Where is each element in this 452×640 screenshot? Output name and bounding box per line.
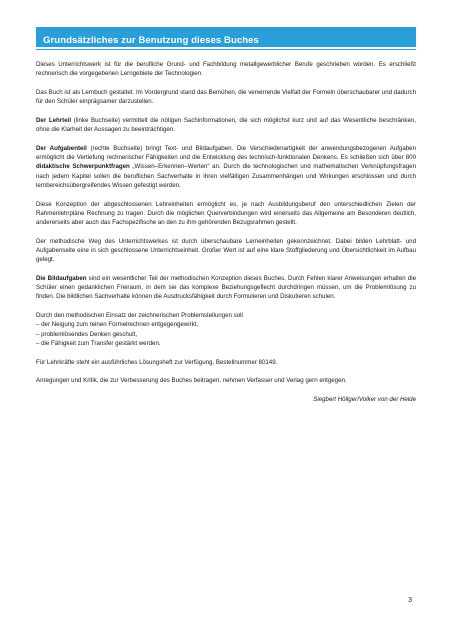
list-item: – der Neigung zum reinen Formelrechnen entgegengewirkt, [36, 321, 199, 329]
paragraph-lehrteil [36, 116, 416, 134]
authors-signature: Siegbert Höllger/Volker von der Heide [313, 396, 416, 404]
aufgabenteil-text: (rechte Buchseite) bringt Text- und Bildaufgaben. Die Verschiedenartigkeit der anwendungsbezogenen Aufgaben ermöglicht die Vertiefung rechnerischer Fähigkeiten und die Entwicklung des technisch-funktionalen Denkens. Es schließen sich über 800 [36, 145, 416, 162]
ziele-intro: Durch den methodischen Einsatz der zeichnerischen Problemstellungen soll [36, 312, 243, 320]
lehrteil-text: (linke Buchseite) vermittelt die nötigen Sachinformationen, die sich möglichst kurz und auf das Wesentliche beschränken, ohne die Klarheit der Aussagen zu beeinträchtigen. [36, 117, 416, 134]
paragraph-loesungsheft: Für Lehrkräfte steht ein ausführliches Lösungsheft zur Verfügung, Bestellnummer 80149. [36, 358, 278, 366]
page-number: 3 [408, 597, 412, 604]
list-item: – die Fähigkeit zum Transfer gestärkt werden. [36, 339, 161, 347]
term-aufgabenteil: Der Aufgabenteil [36, 145, 87, 152]
paragraph-intro: Dieses Unterrichtswerk ist für die berufliche Grund- und Fachbildung metallgewerblicher Berufe geschrieben worden. Es erschließt rechnerisch die vorgegebenen Lerngebiete der Technologien. [36, 61, 416, 78]
term-bildaufgaben: Die Bildaufgaben [36, 275, 87, 283]
paragraph-aufgabenteil [36, 144, 416, 190]
title-underline [36, 49, 416, 50]
body-text [36, 60, 416, 414]
paragraph-anregungen: Anregungen und Kritik, die zur Verbesserung des Buches beitragen, nehmen Verfasser und Verlag gern entgegen. [36, 377, 347, 385]
term-schwerpunktfragen: didaktische Schwerpunktfragen [36, 163, 130, 171]
paragraph-bildaufgaben [36, 274, 416, 302]
paragraph-ziele [36, 311, 416, 320]
term-lehrteil: Der Lehrteil [36, 117, 72, 124]
paragraph-lernbuch: Das Buch ist als Lernbuch gestaltet. Im Vordergrund stand das Bemühen, die verwirrende Vielfalt der Formeln überschaubarer und dadurch für den Schüler einprägsamer darzustellen. [36, 89, 416, 106]
paragraph-konzeption: Diese Konzeption der abgeschlossenen Lehreinheiten ermöglicht es, je nach Ausbildungsberuf den unterschiedlichen Zielen der Rahmenlehrpläne Rechnung zu tragen. Durch die möglichen Querverbindungen wird einerseits das Allgemeine am Besonderen deutlich, andererseits aber auch das Fachspezifische an den zu ihm gehörenden Bezugsrahmen gestellt. [36, 200, 416, 227]
paragraph-methodik: Der methodische Weg des Unterrichtswerkes ist durch überschaubare Lerneinheiten gekennzeichnet. Dabei bilden Lehrblatt- und Aufgabenseite eine in sich geschlossene Unterrichtseinheit. Großer Wert ist auf eine klare Stoffgliederung und Übersichtlichkeit im Aufbau gelegt. [36, 237, 416, 264]
page-title: Grundsätzliches zur Benutzung dieses Buches [43, 35, 259, 46]
bildaufgaben-text: sind ein wesentlicher Teil der methodischen Konzeption dieses Buches. Durch Fehlen klarer Anweisungen erhalten die Schüler einen gedanklichen Freiraum, in dem sie das komplexe Beziehungsgeflecht durchdringen müssen, um die Problemlösung zu finden. Die bildlichen Sachverhalte können die Ausdrucksfähigkeit durch Formulieren und Diskutieren schulen. [36, 275, 417, 301]
list-item: – problemlösendes Denken geschult, [36, 330, 138, 338]
section-title-bar [36, 27, 416, 47]
aufgabenteil-text-rest: „Wissen–Erkennen–Werten“ an. Durch die technologischen und mathematischen Verknüpfungsfragen nach jedem Kapitel sollen die beruflichen Sachverhalte in ihren vielfältigen Zusammenhängen und Wirkungen erschlossen und durch lernbereichsübergreifendes Wissen gefestigt werden. [36, 163, 416, 189]
ziele-list [36, 320, 416, 348]
